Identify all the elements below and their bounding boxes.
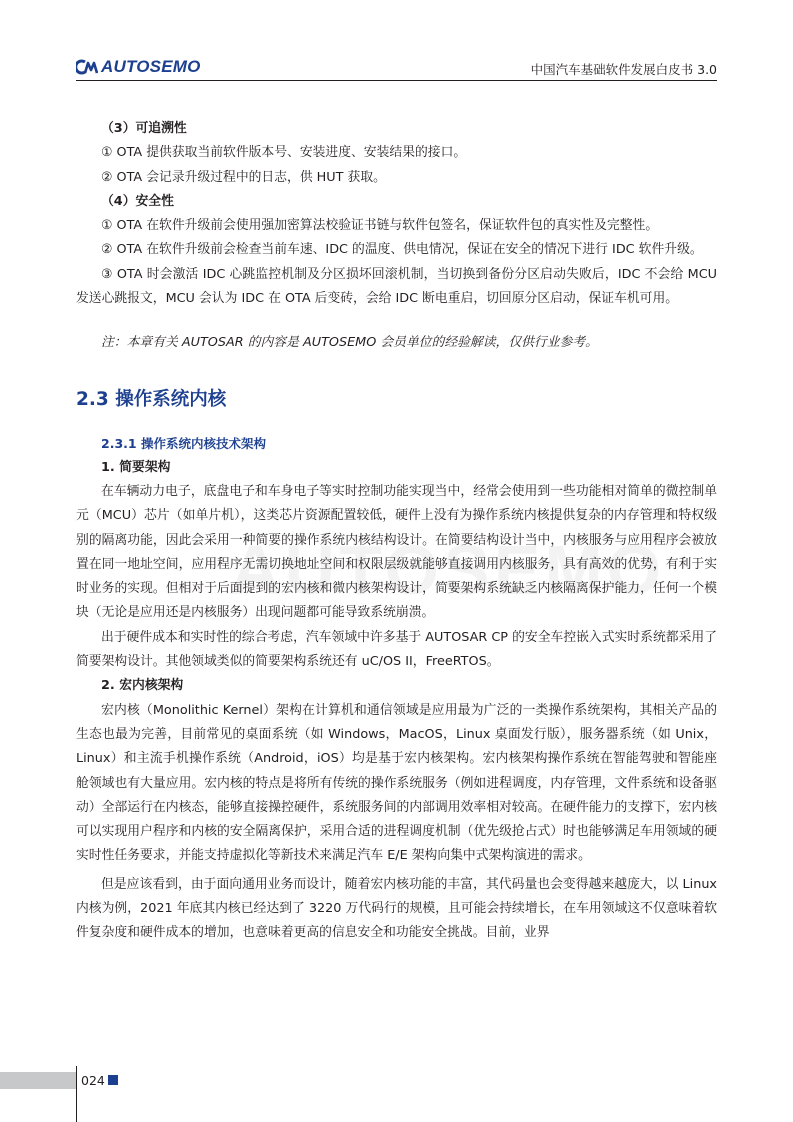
page-marker-square <box>108 1075 118 1085</box>
autosemo-logo <box>76 56 201 78</box>
chapter-note: 注：本章有关 AUTOSAR 的内容是 AUTOSEMO 会员单位的经验解读，仅供行业参考。 <box>101 335 598 351</box>
cm-logo-icon <box>76 59 98 75</box>
monolithic-kernel-paragraph-1: 宏内核（Monolithic Kernel）架构在计算机和通信领域是应用最为广泛的一类操作系统架构，其相关产品的生态也最为完善，目前常见的桌面系统（如 Windows，MacOS，Linux 桌面发行版），服务器系统（如 Unix，Linux）和主流手机操作系统（Android，iOS）均是基于宏内核架构。宏内核架构操作系统在智能驾驶和智能座舱领域也有大量应用。宏内核的特点是将所有传统的操作系统服务（例如进程调度，内存管理，文件系统和设备驱动）全部运行在内核态，能够直接操控硬件，系统服务间的内部调用效率相对较高。在硬件能力的支撑下，宏内核可以实现用户程序和内核的安全隔离保护，采用合适的进程调度机制（优先级抢占式）时也能够满足车用领域的硬实时性任务要求，并能支持虚拟化等新技术来满足汽车 E/E 架构向集中式架构演进的需求。 <box>76 702 717 864</box>
page-content <box>76 117 717 946</box>
simple-architecture-paragraph-2: 出于硬件成本和实时性的综合考虑，汽车领域中许多基于 AUTOSAR CP 的安全车控嵌入式实时系统都采用了简要架构设计。其他领域类似的简要架构系统还有 uC/OS II，FreeRTOS。 <box>76 629 717 670</box>
footer-bar <box>0 1072 76 1089</box>
header-divider <box>76 80 717 81</box>
monolithic-kernel-heading: 2. 宏内核架构 <box>101 678 184 694</box>
logo-text: AUTOSEMO <box>101 57 201 76</box>
simple-architecture-paragraph-1: 在车辆动力电子，底盘电子和车身电子等实时控制功能实现当中，经常会使用到一些功能相对简单的微控制单元（MCU）芯片（如单片机），这类芯片资源配置较低，硬件上没有为操作系统内核提供复杂的内存管理和特权级别的隔离功能，因此会采用一种简要的操作系统内核结构设计。在简要结构设计当中，内核服务与应用程序会被放置在同一地址空间，应用程序无需切换地址空间和权限层级就能够直接调用内核服务，具有高效的优势，有利于实时业务的实现。但相对于后面提到的宏内核和微内核架构设计，简要架构系统缺乏内核隔离保护能力，任何一个模块（无论是应用还是内核服务）出现问题都可能导致系统崩溃。 <box>76 483 717 621</box>
document-title: 中国汽车基础软件发展白皮书 3.0 <box>530 62 717 77</box>
security-item-1: ① OTA 在软件升级前会使用强加密算法校验证书链与软件包签名，保证软件包的真实性及完整性。 <box>101 218 659 234</box>
traceability-item-1: ① OTA 提供获取当前软件版本号、安装进度、安装结果的接口。 <box>101 145 467 161</box>
page-number: 024 <box>81 1073 105 1088</box>
footer-divider <box>76 1066 77 1122</box>
traceability-item-2: ② OTA 会记录升级过程中的日志，供 HUT 获取。 <box>101 169 386 185</box>
security-heading: （4）安全性 <box>101 193 174 209</box>
monolithic-kernel-paragraph-2: 但是应该看到，由于面向通用业务而设计，随着宏内核功能的丰富，其代码量也会变得越来越庞大，以 Linux 内核为例，2021 年底其内核已经达到了 3220 万代码行的规模，且可能会持续增长，在车用领域这不仅意味着软件复杂度和硬件成本的增加，也意味着更高的信息安全和功能安全挑战。目前，业界 <box>76 876 717 941</box>
subsection-heading-2-3-1: 2.3.1 操作系统内核技术架构 <box>101 435 266 451</box>
traceability-heading: （3）可追溯性 <box>101 121 187 136</box>
section-heading-2-3: 2.3 操作系统内核 <box>76 388 227 410</box>
security-item-3: ③ OTA 时会激活 IDC 心跳监控机制及分区损坏回滚机制，当切换到备份分区启动失败后，IDC 不会给 MCU 发送心跳报文，MCU 会认为 IDC 在 OTA 后变砖，会给 IDC 断电重启，切回原分区启动，保证车机可用。 <box>76 266 717 307</box>
security-item-2: ② OTA 在软件升级前会检查当前车速、IDC 的温度、供电情况，保证在安全的情况下进行 IDC 软件升级。 <box>101 242 703 258</box>
page-header <box>0 0 793 82</box>
simple-architecture-heading: 1. 简要架构 <box>101 459 171 475</box>
